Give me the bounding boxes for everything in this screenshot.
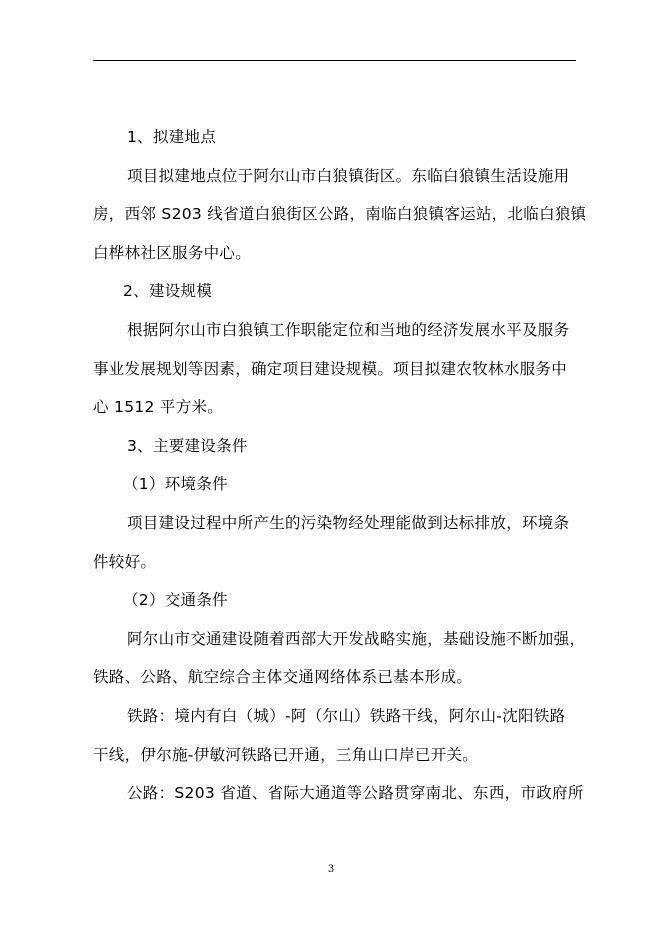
paragraph-line: 根据阿尔山市白狼镇工作职能定位和当地的经济发展水平及服务	[127, 320, 570, 339]
paragraph-line: 事业发展规划等因素，确定项目建设规模。项目拟建农牧林水服务中	[93, 359, 568, 378]
paragraph-line: 铁路：境内有白（城）-阿（尔山）铁路干线，阿尔山-沈阳铁路	[127, 706, 566, 725]
paragraph-line: 干线，伊尔施-伊敏河铁路已开通，三角山口岸已开关。	[93, 745, 479, 764]
section-heading-scale: 2、建设规模	[123, 282, 213, 301]
paragraph-line: 项目建设过程中所产生的污染物经处理能做到达标排放，环境条	[127, 513, 570, 532]
paragraph-line: 铁路、公路、航空综合主体交通网络体系已基本形成。	[93, 668, 473, 687]
paragraph-line: 件较好。	[93, 552, 157, 571]
section-heading-location: 1、拟建地点	[127, 128, 217, 146]
section-heading-conditions: 3、主要建设条件	[127, 436, 248, 455]
subsection-heading-environment: （1）环境条件	[123, 475, 228, 494]
page-number: 3	[327, 864, 335, 875]
paragraph-line: 阿尔山市交通建设随着西部大开发战略实施，基础设施不断加强，	[127, 629, 586, 648]
paragraph-line: 房，西邻 S203 线省道白狼街区公路，南临白狼镇客运站，北临白狼镇	[93, 205, 587, 224]
body-text	[93, 118, 587, 813]
paragraph-line: 公路：S203 省道、省际大通道等公路贯穿南北、东西，市政府所	[127, 784, 584, 803]
header-rule	[93, 60, 576, 61]
subsection-heading-transport: （2）交通条件	[123, 591, 228, 610]
paragraph-line: 项目拟建地点位于阿尔山市白狼镇街区。东临白狼镇生活设施用	[127, 166, 570, 185]
paragraph-line: 心 1512 平方米。	[93, 398, 224, 417]
paragraph-line: 白桦林社区服务中心。	[93, 243, 252, 262]
